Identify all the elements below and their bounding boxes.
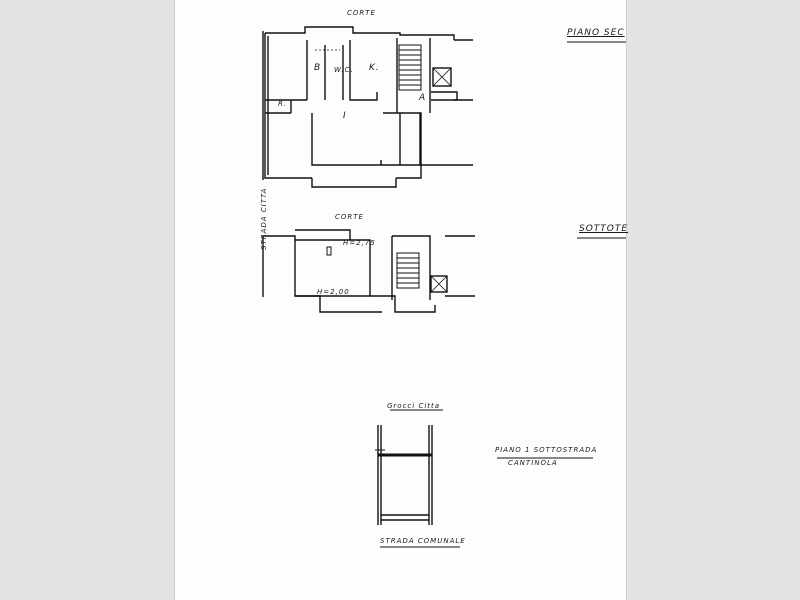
room-a-label: A <box>419 93 427 103</box>
top-floor-plan <box>263 27 473 187</box>
attic-side-label: STRADA CITTA <box>260 187 268 250</box>
room-one-label: I <box>343 111 347 121</box>
attic-plan-floor-title: SOTTOTE <box>579 224 629 234</box>
room-r-label: R. <box>278 100 288 108</box>
cellar-plan <box>375 425 432 525</box>
cellar-footer: STRADA COMUNALE <box>380 537 466 545</box>
attic-height-bottom: H=2,00 <box>317 288 350 296</box>
drawing-sheet <box>175 0 629 600</box>
room-b-label: B <box>314 63 322 73</box>
top-plan-floor-title: PIANO SEC <box>567 28 625 38</box>
room-k-label: K. <box>369 63 380 73</box>
cellar-subtitle: CANTINOLA <box>508 459 558 467</box>
top-plan-header: CORTE <box>347 9 376 17</box>
cellar-floor-title: PIANO 1 SOTTOSTRADA <box>495 446 598 454</box>
cellar-plan-header: Grocci Citta <box>387 402 441 410</box>
floor-plan-drawing <box>175 0 629 600</box>
attic-plan-header: CORTE <box>335 213 364 221</box>
attic-height-top: H=2,75 <box>343 239 376 247</box>
room-wc-label: W.C. <box>334 66 354 74</box>
